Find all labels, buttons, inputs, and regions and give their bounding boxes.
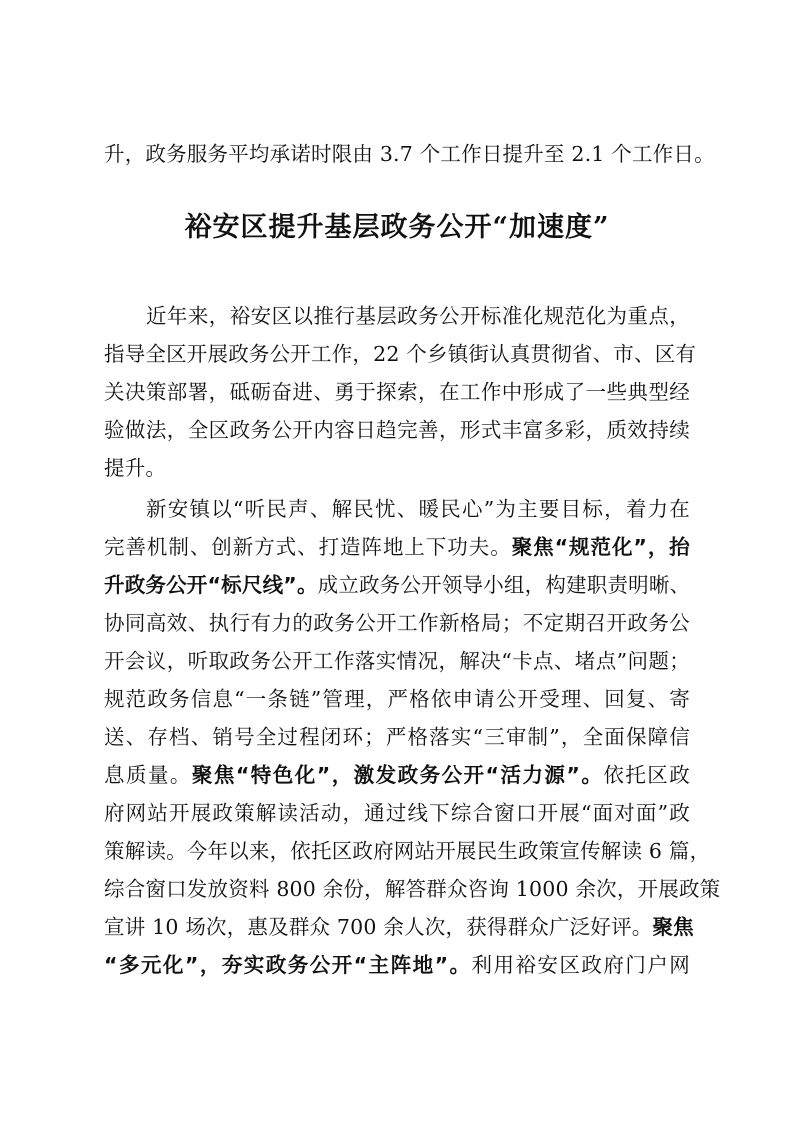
paragraph-line: 新安镇以“听民声、解民忧、暖民心”为主要目标，着力在 bbox=[146, 497, 690, 521]
plain-text: 利用裕安区政府门户网 bbox=[471, 953, 690, 977]
paragraph-line: 关决策部署，砥砺奋进、勇于探索，在工作中形成了一些典型经 bbox=[104, 380, 690, 404]
paragraph-line bbox=[104, 909, 694, 945]
bold-heading-text: 聚焦“规范化”，抬 bbox=[511, 535, 690, 559]
bold-heading-text: 聚焦“特色化”，激发政务公开“活力源”。 bbox=[191, 763, 604, 787]
paragraph-line: 验做法，全区政务公开内容日趋完善，形式丰富多彩，质效持续 bbox=[104, 418, 690, 442]
paragraph-line: 开会议，听取政务公开工作落实情况，解决“卡点、堵点”问题； bbox=[104, 649, 690, 673]
paragraph-line: 策解读。今年以来，依托区政府网站开展民生政策宣传解读 6 篇， bbox=[104, 839, 711, 863]
paragraph-line: 规范政务信息“一条链”管理，严格依申请公开受理、回复、寄 bbox=[104, 687, 690, 711]
paragraph-line: 近年来，裕安区以推行基层政务公开标准化规范化为重点， bbox=[146, 304, 690, 328]
previous-paragraph-tail: 升，政务服务平均承诺时限由 3.7 个工作日提升至 2.1 个工作日。 bbox=[104, 142, 715, 166]
plain-text: 宣讲 10 场次，惠及群众 700 余人次，获得群众广泛好评。 bbox=[104, 915, 653, 939]
bold-heading-text: 聚焦 bbox=[652, 915, 694, 939]
paragraph-line bbox=[104, 757, 690, 793]
paragraph-line: 府网站开展政策解读活动，通过线下综合窗口开展“面对面”政 bbox=[104, 801, 690, 825]
article-title: 裕安区提升基层政务公开“加速度” bbox=[184, 212, 610, 243]
plain-text: 成立政务公开领导小组，构建职责明晰、 bbox=[317, 573, 691, 597]
paragraph-line: 提升。 bbox=[104, 456, 167, 480]
bold-heading-text: “多元化”，夯实政务公开“主阵地”。 bbox=[104, 953, 472, 977]
plain-text: 完善机制、创新方式、打造阵地上下功夫。 bbox=[104, 535, 512, 559]
paragraph-line bbox=[104, 947, 690, 983]
paragraph-line: 指导全区开展政务公开工作，22 个乡镇街认真贯彻省、市、区有 bbox=[104, 342, 697, 366]
paragraph-line: 协同高效、执行有力的政务公开工作新格局；不定期召开政务公 bbox=[104, 611, 690, 635]
paragraph-line: 综合窗口发放资料 800 余份，解答群众咨询 1000 余次，开展政策 bbox=[104, 877, 721, 901]
plain-text: 依托区政 bbox=[603, 763, 690, 787]
bold-heading-text: 升政务公开“标尺线”。 bbox=[104, 573, 318, 597]
paragraph-line bbox=[104, 567, 690, 603]
paragraph-line: 送、存档、销号全过程闭环；严格落实“三审制”，全面保障信 bbox=[104, 725, 690, 749]
paragraph-line bbox=[104, 529, 690, 565]
plain-text: 息质量。 bbox=[104, 763, 192, 787]
